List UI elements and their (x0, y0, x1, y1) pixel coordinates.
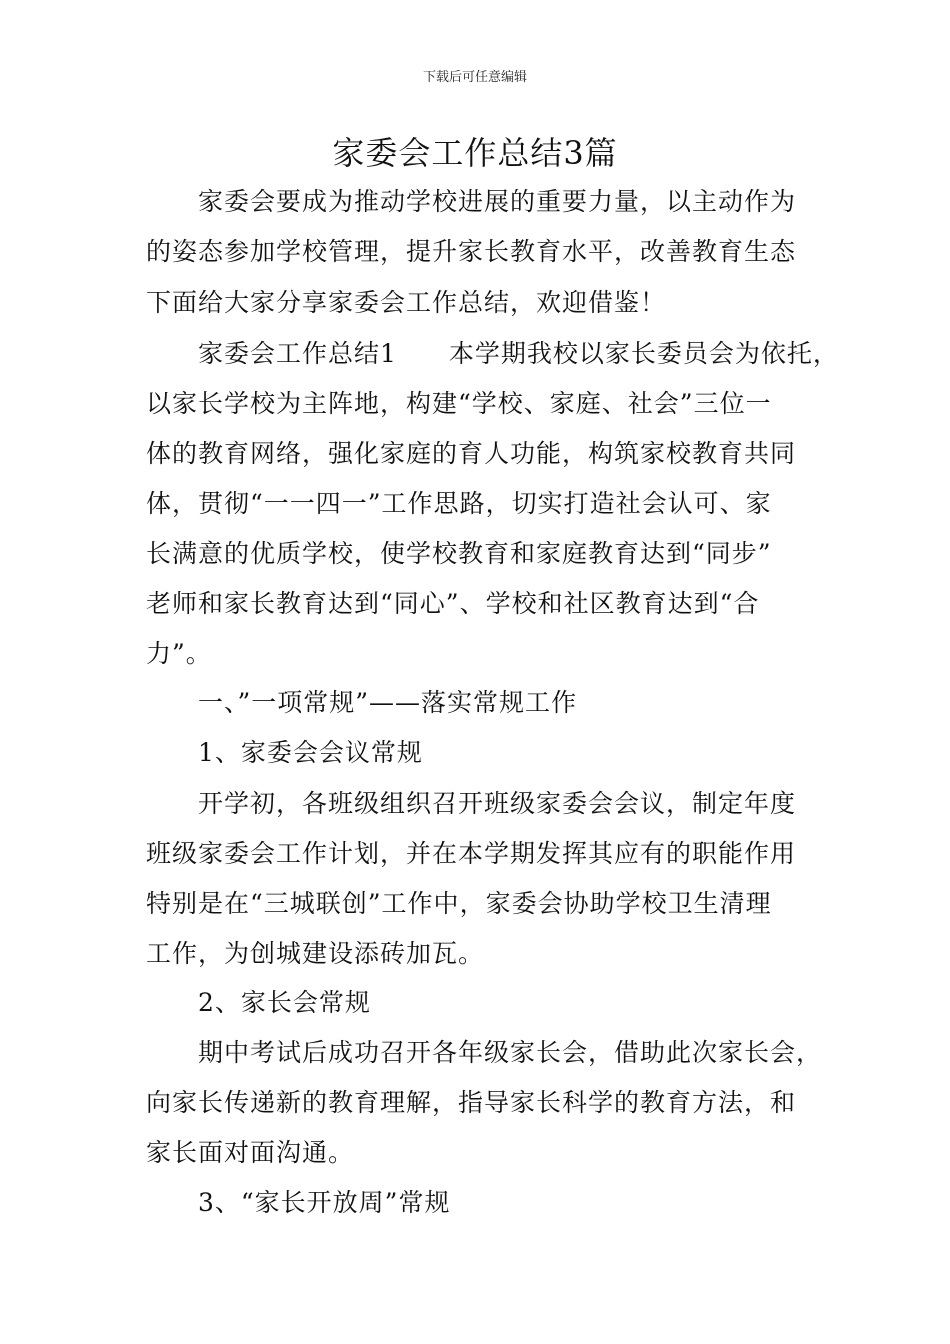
para2-line-3: 家长面对面沟通。 (146, 1138, 355, 1167)
summary1-line-1: 家委会工作总结1 本学期我校以家长委员会为依托， (198, 339, 839, 368)
intro-line-1: 家委会要成为推动学校进展的重要力量，以主动作为 (198, 187, 797, 216)
para1-line-3: 特别是在“三城联创”工作中，家委会协助学校卫生清理 (146, 889, 772, 918)
para2-line-1: 期中考试后成功召开各年级家长会，借助此次家长会， (198, 1038, 823, 1067)
subheading-2: 2、家长会常规 (198, 988, 371, 1017)
summary1-line-3: 体的教育网络，强化家庭的育人功能，构筑家校教育共同 (146, 439, 797, 468)
subheading-1: 1、家委会会议常规 (198, 738, 423, 767)
section-heading-1: 一、”一项常规”——落实常规工作 (198, 688, 578, 717)
summary1-line-5: 长满意的优质学校，使学校教育和家庭教育达到“同步” (146, 539, 772, 568)
para2-line-2: 向家长传递新的教育理解，指导家长科学的教育方法，和 (146, 1088, 797, 1117)
intro-line-2: 的姿态参加学校管理，提升家长教育水平，改善教育生态 (146, 237, 797, 266)
summary1-line-2: 以家长学校为主阵地，构建“学校、家庭、社会”三位一 (146, 389, 772, 418)
para1-line-1: 开学初，各班级组织召开班级家委会会议，制定年度 (198, 789, 797, 818)
summary1-line-6: 老师和家长教育达到“同心”、学校和社区教育达到“合 (146, 589, 760, 618)
subheading-3: 3、“家长开放周”常规 (198, 1188, 451, 1217)
header-note: 下载后可任意编辑 (422, 70, 527, 85)
para1-line-2: 班级家委会工作计划，并在本学期发挥其应有的职能作用 (146, 839, 797, 868)
page-title: 家委会工作总结3篇 (332, 134, 618, 172)
intro-line-3: 下面给大家分享家委会工作总结，欢迎借鉴！ (146, 288, 667, 317)
summary1-line-7: 力”。 (146, 639, 212, 668)
para1-line-4: 工作，为创城建设添砖加瓦。 (146, 939, 485, 968)
summary1-line-4: 体，贯彻“一一四一”工作思路，切实打造社会认可、家 (146, 489, 772, 518)
